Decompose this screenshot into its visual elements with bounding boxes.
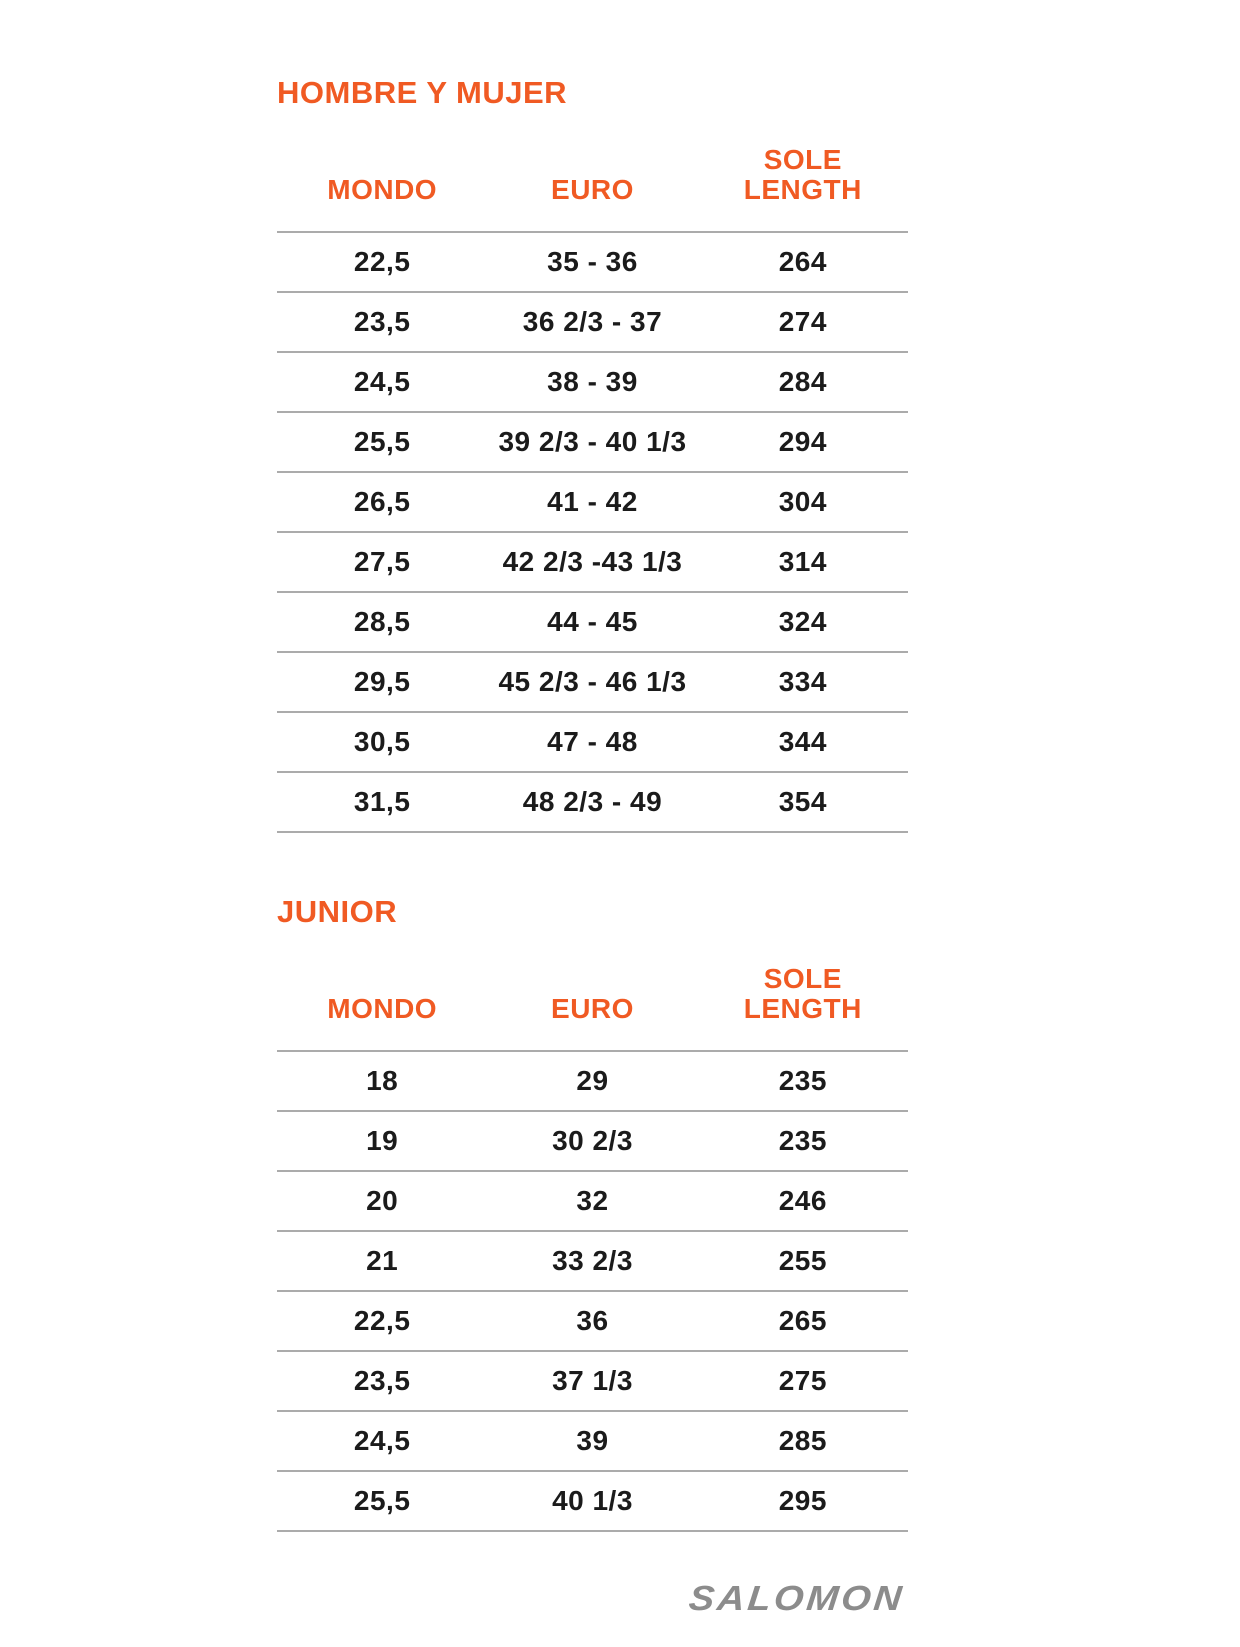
table-row <box>277 773 908 833</box>
footer <box>277 1578 908 1621</box>
sole-length-cell: 344 <box>778 726 827 757</box>
table-row <box>277 233 908 293</box>
mondo-cell: 28,5 <box>353 606 411 637</box>
sole-label: SOLE <box>763 963 842 994</box>
sole-length-cell: 285 <box>778 1425 827 1456</box>
table-row <box>277 1112 908 1172</box>
mondo-cell: 22,5 <box>353 246 411 277</box>
mondo-cell: 29,5 <box>353 666 411 697</box>
sole-length-cell: 274 <box>778 306 827 337</box>
sole-length-cell: 235 <box>778 1125 827 1156</box>
euro-cell: 45 2/3 - 46 1/3 <box>498 666 687 697</box>
sole-length-cell: 324 <box>778 606 827 637</box>
table-row <box>277 353 908 413</box>
table-row <box>277 1412 908 1472</box>
euro-cell: 39 2/3 - 40 1/3 <box>498 426 687 457</box>
euro-cell: 33 2/3 <box>552 1245 633 1276</box>
euro-cell: 42 2/3 -43 1/3 <box>502 546 683 577</box>
size-table-junior <box>277 964 908 1532</box>
table-row <box>277 293 908 353</box>
mondo-cell: 26,5 <box>353 486 411 517</box>
table-row <box>277 1232 908 1292</box>
sole-length-cell: 264 <box>778 246 827 277</box>
euro-cell: 44 - 45 <box>547 606 638 637</box>
mondo-cell: 27,5 <box>353 546 411 577</box>
euro-cell: 29 <box>576 1065 609 1096</box>
table-header <box>277 964 908 1052</box>
table-row <box>277 593 908 653</box>
size-table-hombre-y-mujer <box>277 145 908 833</box>
sole-length-cell: 235 <box>778 1065 827 1096</box>
section-title-junior: JUNIOR <box>277 894 398 929</box>
euro-cell: 35 - 36 <box>547 246 638 277</box>
euro-cell: 37 1/3 <box>552 1365 633 1396</box>
euro-cell: 40 1/3 <box>552 1485 633 1516</box>
euro-cell: 30 2/3 <box>552 1125 633 1156</box>
table-row <box>277 653 908 713</box>
mondo-cell: 31,5 <box>353 786 411 817</box>
table-row <box>277 1172 908 1232</box>
table-row <box>277 1052 908 1112</box>
table-row <box>277 533 908 593</box>
table-row <box>277 1352 908 1412</box>
table-header <box>277 145 908 233</box>
section-title-hombre-y-mujer: HOMBRE Y MUJER <box>277 75 568 110</box>
table-row <box>277 1292 908 1352</box>
euro-cell: 36 <box>576 1305 609 1336</box>
mondo-cell: 19 <box>366 1125 399 1156</box>
sole-length-cell: 265 <box>778 1305 827 1336</box>
table-row <box>277 473 908 533</box>
column-header-sole-length <box>698 145 908 205</box>
mondo-cell: 24,5 <box>353 1425 411 1456</box>
column-header-sole-length <box>698 964 908 1024</box>
euro-cell: 47 - 48 <box>547 726 638 757</box>
sole-length-cell: 314 <box>778 546 827 577</box>
sole-length-cell: 295 <box>778 1485 827 1516</box>
length-label: LENGTH <box>743 174 862 205</box>
table-row <box>277 413 908 473</box>
mondo-cell: 18 <box>366 1065 399 1096</box>
mondo-cell: 24,5 <box>353 366 411 397</box>
sole-length-cell: 246 <box>778 1185 827 1216</box>
sole-length-cell: 255 <box>778 1245 827 1276</box>
euro-cell: 36 2/3 - 37 <box>522 306 663 337</box>
mondo-cell: 20 <box>366 1185 399 1216</box>
column-header-mondo: MONDO <box>327 174 438 205</box>
content-column <box>277 0 908 1621</box>
column-header-euro: EURO <box>551 174 634 205</box>
length-label: LENGTH <box>743 993 862 1024</box>
mondo-cell: 23,5 <box>353 306 411 337</box>
mondo-cell: 25,5 <box>353 1485 411 1516</box>
mondo-cell: 30,5 <box>353 726 411 757</box>
euro-cell: 41 - 42 <box>547 486 638 517</box>
mondo-cell: 22,5 <box>353 1305 411 1336</box>
column-header-euro: EURO <box>551 993 634 1024</box>
mondo-cell: 25,5 <box>353 426 411 457</box>
mondo-cell: 23,5 <box>353 1365 411 1396</box>
sole-length-cell: 304 <box>778 486 827 517</box>
euro-cell: 38 - 39 <box>547 366 638 397</box>
table-row <box>277 1472 908 1532</box>
sole-length-cell: 334 <box>778 666 827 697</box>
sole-length-cell: 354 <box>778 786 827 817</box>
table-row <box>277 713 908 773</box>
sole-length-cell: 275 <box>778 1365 827 1396</box>
euro-cell: 32 <box>576 1185 609 1216</box>
sole-label: SOLE <box>763 144 842 175</box>
sole-length-cell: 284 <box>778 366 827 397</box>
euro-cell: 39 <box>576 1425 609 1456</box>
salomon-logo: SALOMON <box>686 1579 907 1619</box>
mondo-cell: 21 <box>366 1245 399 1276</box>
sole-length-cell: 294 <box>778 426 827 457</box>
column-header-mondo: MONDO <box>327 993 438 1024</box>
euro-cell: 48 2/3 - 49 <box>522 786 663 817</box>
